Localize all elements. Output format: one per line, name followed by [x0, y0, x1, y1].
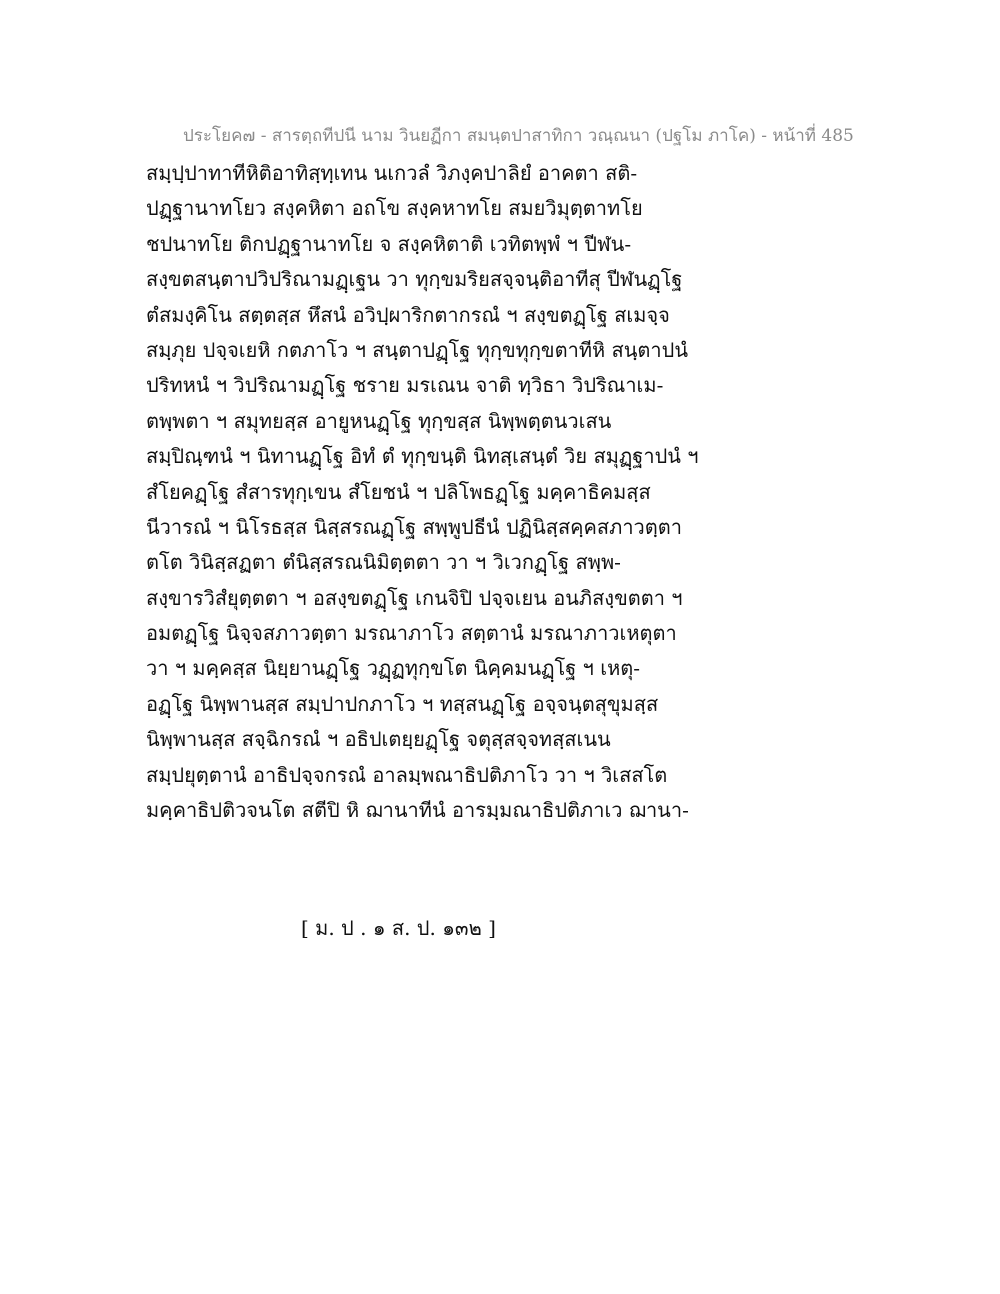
text-line: นิพฺพานสฺส สจฺฉิกรณํ ฯ อธิปเตยฺยฏฺโฐ จตุสฺสจฺจทสฺสเนน: [146, 727, 611, 752]
text-line: อฏฺโฐ นิพฺพานสฺส สมฺปาปกภาโว ฯ ทสฺสนฏฺโฐ อจฺจนฺตสุขุมสฺส: [146, 691, 659, 716]
text-line: ตโต วินิสฺสฏตา ตํนิสฺสรณนิมิตฺตตา วา ฯ วิเวกฏฺโฐ สพฺพ-: [146, 550, 621, 575]
text-line: สํโยคฏฺโฐ สํสารทุกฺเขน สํโยชนํ ฯ ปลิโพธฏฺโฐ มคฺคาธิคมสฺส: [146, 479, 651, 504]
text-line: สมฺปิณฺฑนํ ฯ นิทานฏฺโฐ อิทํ ตํ ทุกฺขนฺติ นิทสฺเสนฺตํ วิย สมุฏฺฐาปนํ ฯ: [146, 444, 699, 469]
text-line: สมฺปยุตฺตานํ อาธิปจฺจกรณํ อาลมฺพณาธิปติภาโว วา ฯ วิเสสโต: [146, 762, 668, 787]
text-line: ชปนาทโย ติกปฏฺฐานาทโย จ สงฺคหิตาติ เวทิตพฺพํ ฯ ปีฬน-: [146, 231, 632, 256]
text-line: อมตฏฺโฐ นิจฺจสภาวตฺตา มรณาภาโว สตฺตานํ มรณาภาวเหตุตา: [146, 621, 677, 646]
text-line: วา ฯ มคฺคสฺส นิยฺยานฏฺโฐ วฏฺฏทุกฺขโต นิคฺคมนฏฺโฐ ฯ เหตุ-: [146, 656, 641, 681]
text-line: สงฺขารวิสํยุตฺตตา ฯ อสงฺขตฏฺโฐ เกนจิปิ ปจฺจเยน อนภิสงฺขตตา ฯ: [146, 585, 683, 610]
text-line: ตพฺพตา ฯ สมุทยสฺส อายูหนฏฺโฐ ทุกฺขสฺส นิพฺพตฺตนวเสน: [146, 408, 612, 433]
text-line: สมฺปฺปาทาทีหิติอาทิสฺทฺเทน นเกวลํ วิภงฺคปาลิยํ อาคตา สติ-: [146, 161, 638, 185]
running-header: ประโยค๗ - สารตฺถทีปนี นาม วินยฏีกา สมนฺตปาสาทิกา วณฺณนา (ปฐโม ภาโค) - หน้าที่ 485: [183, 126, 854, 146]
text-line: นีวารณํ ฯ นิโรธสฺส นิสฺสรณฏฺโฐ สพฺพูปธีนํ ปฏินิสฺสคฺคสภาวตฺตา: [146, 514, 682, 539]
footnote-reference: [ ม. ป . ๑ ส. ป. ๑๓๒ ]: [301, 916, 496, 940]
text-line: ตํสมงฺคิโน สตฺตสฺส หึสนํ อวิปฺผาริกตากรณํ ฯ สงฺขตฏฺโฐ สเมจฺจ: [146, 302, 670, 327]
text-line: สมฺภุย ปจฺจเยหิ กตภาโว ฯ สนฺตาปฏฺโฐ ทุกฺขทุกฺขตาทีหิ สนฺตาปนํ: [146, 337, 689, 362]
text-line: มคฺคาธิปติวจนโต สตีปิ หิ ฌานาทีนํ อารมฺมณาธิปติภาเว ฌานา-: [146, 798, 689, 823]
text-line: ปริทหนํ ฯ วิปริณามฏฺโฐ ชราย มรเณน จาติ ทฺวิธา วิปริณาเม-: [146, 373, 664, 398]
text-line: สงฺขตสนฺตาปวิปริณามฏฺเฐน วา ทุกฺขมริยสจฺจนฺติอาทีสุ ปีฬนฏฺโฐ: [146, 267, 683, 292]
body-text: [146, 156, 746, 828]
text-line: ปฏฺฐานาทโยว สงฺคหิตา อถโข สงฺคหาทโย สมยวิมุตฺตาทโย: [146, 196, 643, 221]
